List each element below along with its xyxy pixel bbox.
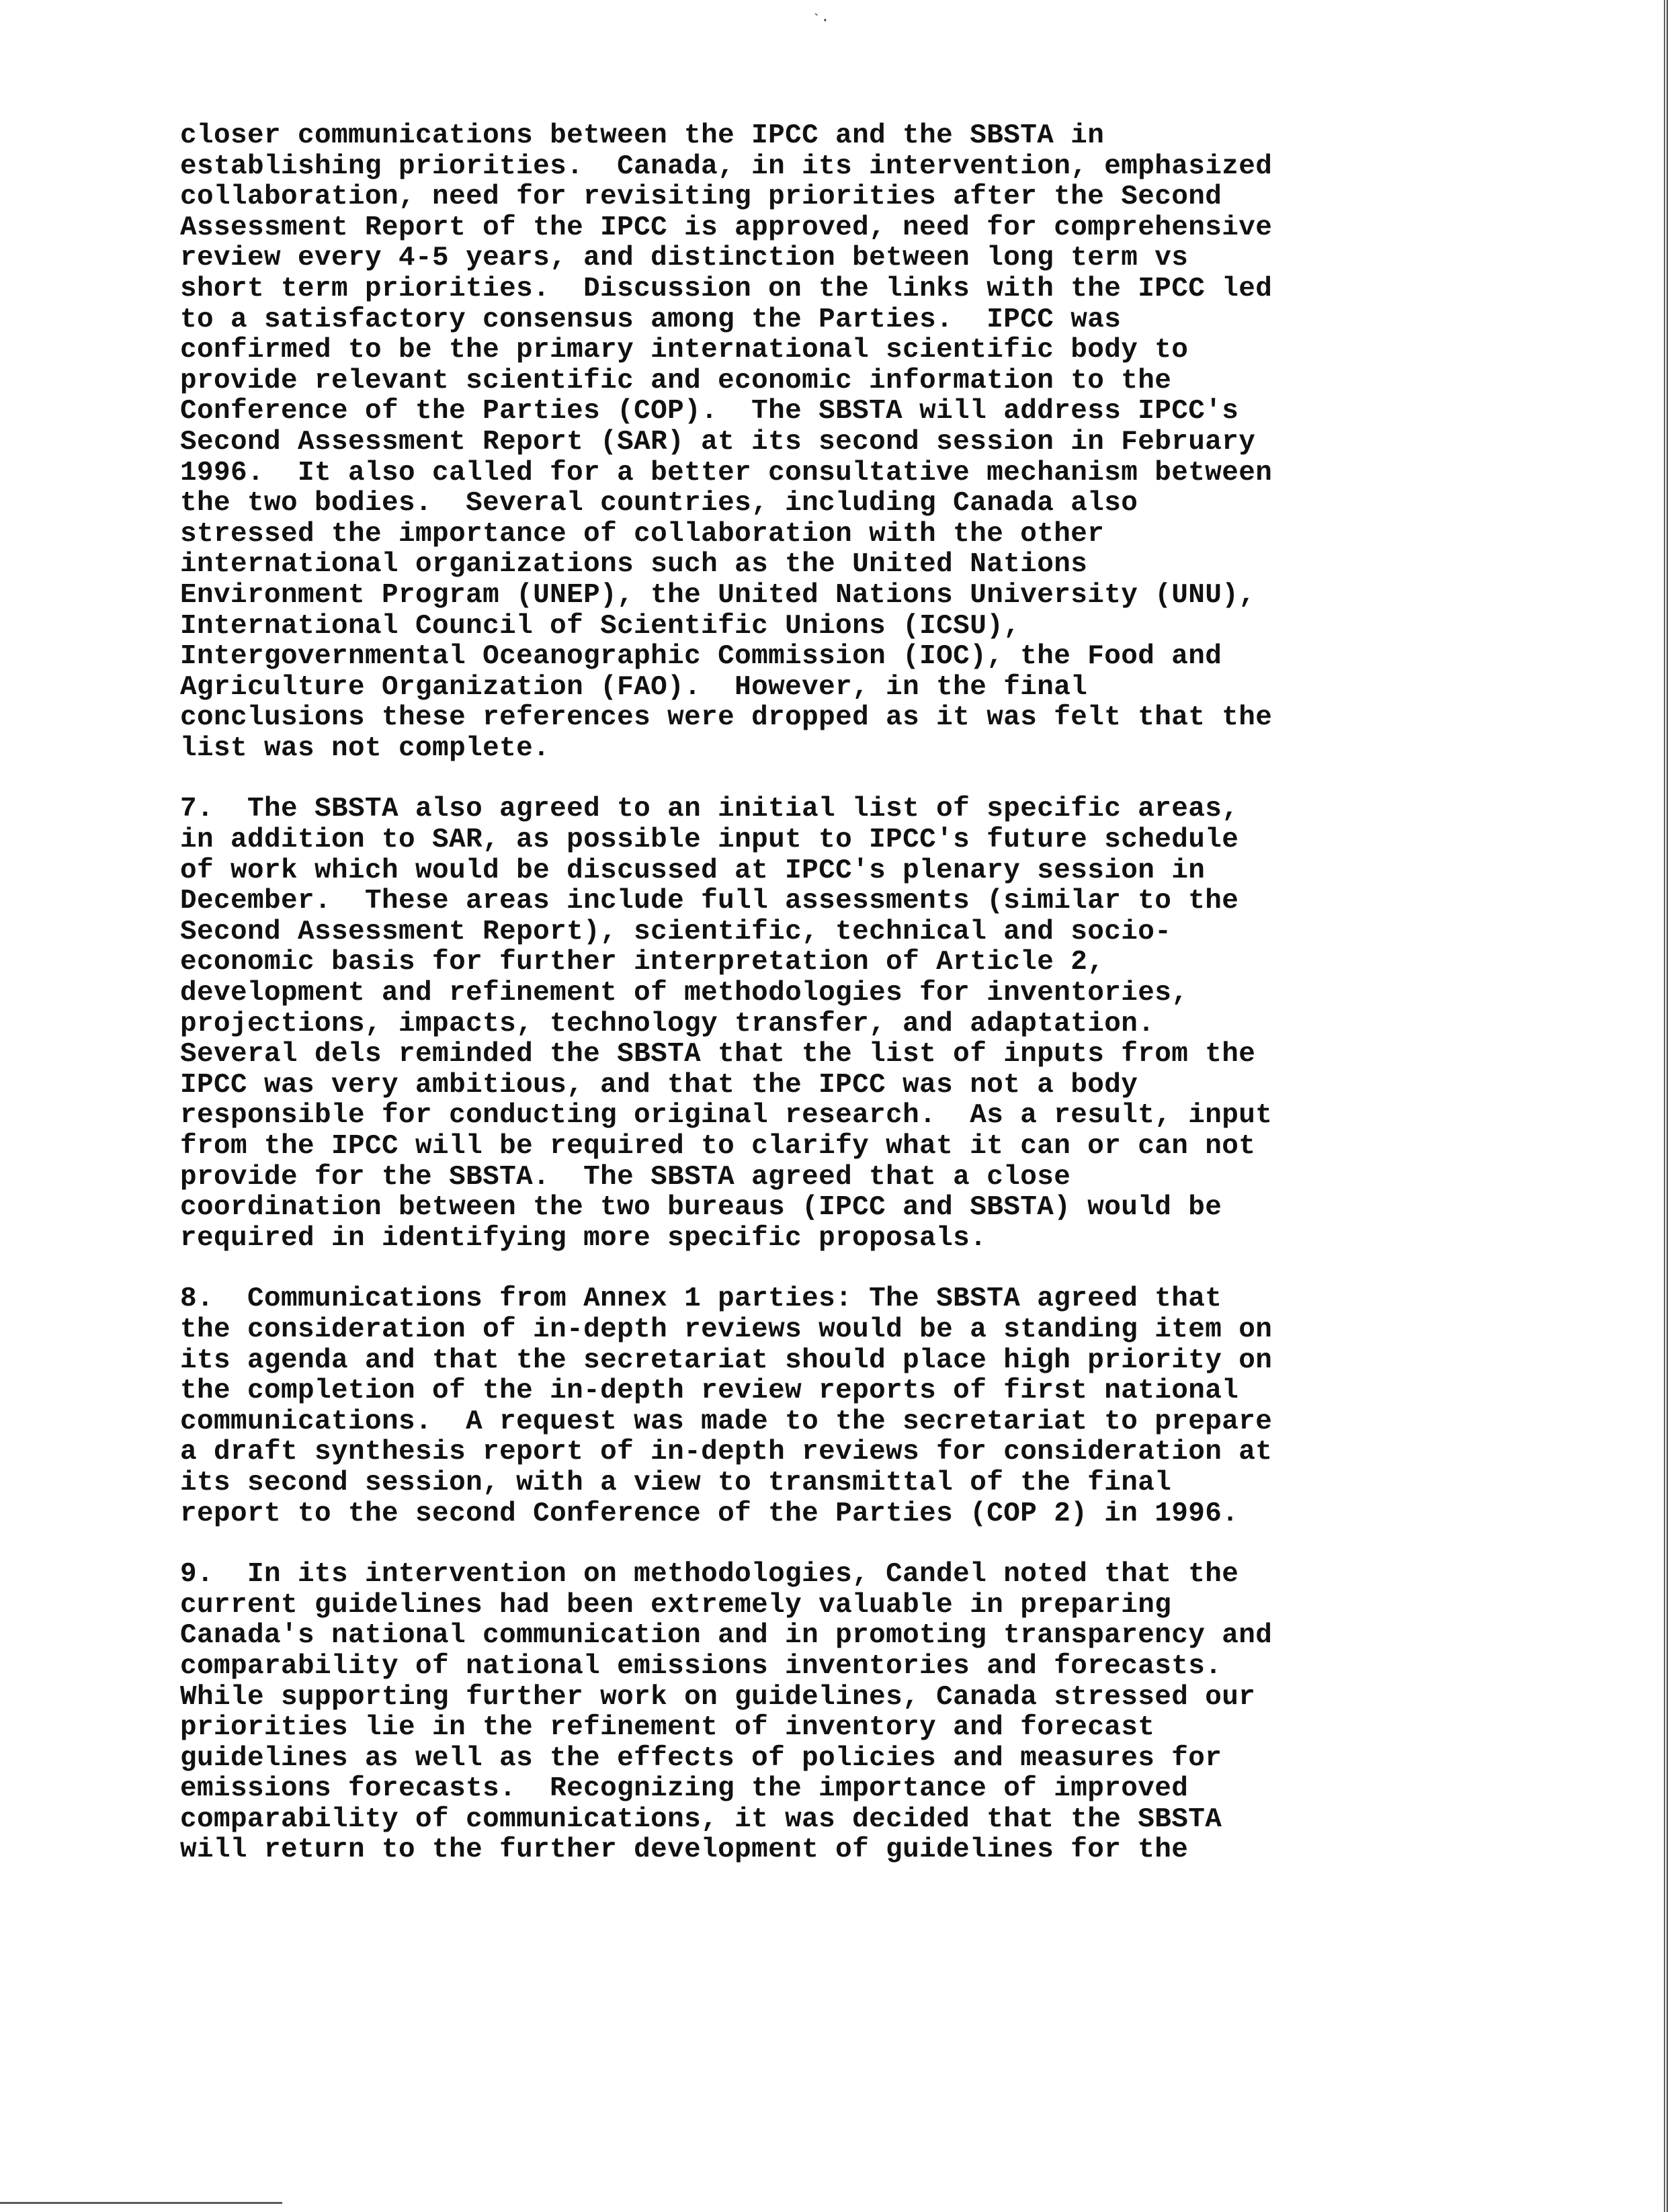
text-line: the completion of the in-depth review reports of first national [180,1375,1239,1407]
text-line: development and refinement of methodologies for inventories, [180,978,1189,1009]
text-line: December. These areas include full assessments (similar to the [180,886,1239,917]
text-line: Second Assessment Report (SAR) at its second session in February [180,426,1256,458]
text-line: comparability of communications, it was decided that the SBSTA [180,1803,1222,1835]
text-line: Several dels reminded the SBSTA that the list of inputs from the [180,1039,1256,1070]
paragraph-spacer [180,764,1430,794]
text-line: Intergovernmental Oceanographic Commission (IOC), the Food and [180,641,1222,673]
text-line: provide for the SBSTA. The SBSTA agreed that a close [180,1161,1071,1193]
text-line: IPCC was very ambitious, and that the IPCC was not a body [180,1069,1138,1101]
paragraph-spacer [180,1254,1430,1284]
text-line: responsible for conducting original research. As a result, input [180,1100,1273,1132]
text-line: 8. Communications from Annex 1 parties: The SBSTA agreed that [180,1283,1222,1315]
text-line: Assessment Report of the IPCC is approved, need for comprehensive [180,212,1273,243]
text-line: 7. The SBSTA also agreed to an initial list of specific areas, [180,794,1239,825]
text-line: its agenda and that the secretariat should place high priority on [180,1345,1273,1376]
text-line: establishing priorities. Canada, in its intervention, emphasized [180,151,1273,182]
text-line: priorities lie in the refinement of inventory and forecast [180,1712,1155,1744]
text-line: confirmed to be the primary international scientific body to [180,335,1189,366]
text-line: the two bodies. Several countries, including Canada also [180,488,1138,519]
scan-edge-bottom [0,2202,282,2204]
text-line: stressed the importance of collaboration with the other [180,518,1105,550]
scan-mark: `· [812,12,830,29]
text-line: of work which would be discussed at IPCC's plenary session in [180,855,1206,886]
text-line: list was not complete. [180,732,550,764]
paragraph-8 [180,1284,1430,1529]
text-line: from the IPCC will be required to clarify what it can or can not [180,1131,1256,1162]
text-line: communications. A request was made to the secretariat to prepare [180,1406,1273,1437]
text-line: to a satisfactory consensus among the Parties. IPCC was [180,304,1122,335]
text-line: the consideration of in-depth reviews would be a standing item on [180,1314,1273,1345]
text-line: Canada's national communication and in promoting transparency and [180,1620,1273,1652]
text-line: current guidelines had been extremely valuable in preparing [180,1589,1172,1621]
paragraph-9 [180,1560,1430,1866]
document-body [180,121,1430,1866]
text-line: review every 4-5 years, and distinction between long term vs [180,243,1189,274]
text-line: guidelines as well as the effects of policies and measures for [180,1742,1222,1774]
text-line: 9. In its intervention on methodologies, Candel noted that the [180,1559,1239,1590]
text-line: a draft synthesis report of in-depth reviews for consideration at [180,1437,1273,1468]
text-line: economic basis for further interpretation of Article 2, [180,947,1105,978]
text-line: comparability of national emissions inventories and forecasts. [180,1650,1222,1682]
text-line: required in identifying more specific proposals. [180,1222,987,1254]
text-line: emissions forecasts. Recognizing the importance of improved [180,1773,1189,1805]
text-line: While supporting further work on guidelines, Canada stressed our [180,1681,1256,1713]
text-line: International Council of Scientific Unions (ICSU), [180,610,1021,642]
text-line: Conference of the Parties (COP). The SBSTA will address IPCC's [180,396,1239,427]
text-line: report to the second Conference of the Parties (COP 2) in 1996. [180,1498,1239,1529]
paragraph-7 [180,794,1430,1254]
text-line: its second session, with a view to transmittal of the final [180,1467,1172,1498]
text-line: Agriculture Organization (FAO). However, in the final [180,671,1088,703]
paragraph-spacer [180,1529,1430,1560]
text-line: international organizations such as the United Nations [180,549,1088,581]
text-line: coordination between the two bureaus (IPCC and SBSTA) would be [180,1192,1222,1224]
text-line: Environment Program (UNEP), the United Nations University (UNU), [180,579,1256,611]
text-line: in addition to SAR, as possible input to IPCC's future schedule [180,824,1239,856]
text-line: provide relevant scientific and economic information to the [180,365,1172,396]
paragraph-continuation [180,121,1430,764]
text-line: short term priorities. Discussion on the links with the IPCC led [180,273,1273,304]
text-line: will return to the further development of guidelines for the [180,1834,1189,1866]
text-line: Second Assessment Report), scientific, technical and socio- [180,916,1172,947]
text-line: projections, impacts, technology transfer, and adaptation. [180,1008,1155,1039]
scan-edge-right [1664,0,1668,2212]
text-line: collaboration, need for revisiting priorities after the Second [180,181,1222,213]
text-line: 1996. It also called for a better consultative mechanism between [180,457,1273,488]
text-line: conclusions these references were dropped as it was felt that the [180,702,1273,734]
text-line: closer communications between the IPCC and the SBSTA in [180,120,1105,151]
